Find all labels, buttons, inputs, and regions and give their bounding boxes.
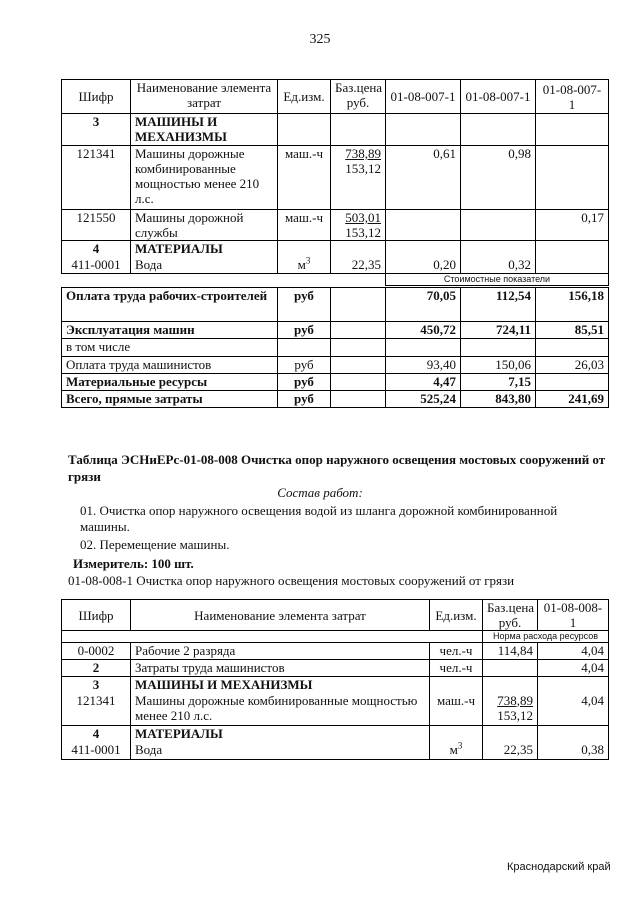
header-unit: Ед.изм. xyxy=(430,600,483,631)
row-value-3: 0,17 xyxy=(536,210,609,241)
row-code: 411-0001 xyxy=(62,742,131,760)
cost-row-value-1: 450,72 xyxy=(386,322,461,339)
cost-row-unit: руб xyxy=(278,322,331,339)
row-name: Вода xyxy=(131,742,430,760)
row-value-2: 0,98 xyxy=(461,146,536,210)
cost-row-name: Всего, прямые затраты xyxy=(62,391,278,408)
row-unit: маш.-ч xyxy=(278,146,331,210)
row-value-3 xyxy=(536,146,609,210)
cost-row-name: Эксплуатация машин xyxy=(62,322,278,339)
section-3-number: 3 xyxy=(62,114,131,146)
row-name: Машины дорожные комбинированные мощностью менее 210 л.с. xyxy=(131,146,278,210)
cost-row-value-3: 156,18 xyxy=(536,288,609,322)
norm-code-line: 01-08-008-1 Очистка опор наружного освещения мостовых сооружений от грязи xyxy=(68,573,515,588)
row-price: 738,89 153,12 xyxy=(331,146,386,210)
row-value-1: 4,04 xyxy=(538,660,609,677)
row-price: 22,35 xyxy=(483,742,538,760)
row-name: Вода xyxy=(131,257,278,274)
row-unit: $м^3$ xyxy=(430,742,483,760)
cost-row-value-3 xyxy=(536,374,609,391)
row-price: 738,89 153,12 xyxy=(483,693,538,726)
section-2-name: Затраты труда машинистов xyxy=(131,660,430,677)
section-3-title: МАШИНЫ И МЕХАНИЗМЫ xyxy=(131,677,430,693)
row-unit: маш.-ч xyxy=(278,210,331,241)
row-unit: $м^3$ xyxy=(278,257,331,274)
section-4-title: МАТЕРИАЛЫ xyxy=(131,241,278,257)
cost-row-value-2: 7,15 xyxy=(461,374,536,391)
cost-row-name: Материальные ресурсы xyxy=(62,374,278,391)
cost-row-unit: руб xyxy=(278,391,331,408)
work-composition-heading: Состав работ: xyxy=(277,485,363,500)
header-name: Наименование элемента затрат xyxy=(131,80,278,114)
header-price: Баз.цена руб. xyxy=(483,600,538,631)
row-code: 121341 xyxy=(62,693,131,726)
cost-row-unit: руб xyxy=(278,357,331,374)
section-3-title: МАШИНЫ И МЕХАНИЗМЫ xyxy=(131,114,278,146)
row-value-1: 4,04 xyxy=(538,693,609,726)
row-name: Рабочие 2 разряда xyxy=(131,643,430,660)
row-code: 0-0002 xyxy=(62,643,131,660)
work-item-2: 02. Перемещение машины. xyxy=(80,537,230,552)
cost-row-value-2: 724,11 xyxy=(461,322,536,339)
cost-row-value-1: 93,40 xyxy=(386,357,461,374)
header-col2: 01-08-007-1 xyxy=(461,80,536,114)
cost-row-value-1: 525,24 xyxy=(386,391,461,408)
row-price: 22,35 xyxy=(331,257,386,274)
section-4-number: 4 xyxy=(62,241,131,257)
cost-row-unit: руб xyxy=(278,374,331,391)
cost-row-value-3: 85,51 xyxy=(536,322,609,339)
section-3-number: 3 xyxy=(62,677,131,693)
row-unit: маш.-ч xyxy=(430,693,483,726)
section-2-number: 2 xyxy=(62,660,131,677)
header-col1: 01-08-008-1 xyxy=(538,600,609,631)
table-1 xyxy=(61,79,609,286)
row-unit: чел.-ч xyxy=(430,660,483,677)
header-name: Наименование элемента затрат xyxy=(131,600,430,631)
cost-row-name: Оплата труда рабочих-строителей xyxy=(62,288,278,322)
row-unit: чел.-ч xyxy=(430,643,483,660)
section-4-number: 4 xyxy=(62,726,131,742)
header-shifr: Шифр xyxy=(62,600,131,631)
row-price: 503,01 153,12 xyxy=(331,210,386,241)
cost-row-value-2: 112,54 xyxy=(461,288,536,322)
page-number: 325 xyxy=(309,32,331,47)
row-name: Машины дорожной службы xyxy=(131,210,278,241)
cost-table xyxy=(61,287,609,408)
row-value-2 xyxy=(461,210,536,241)
header-unit: Ед.изм. xyxy=(278,80,331,114)
cost-row-value-2: 150,06 xyxy=(461,357,536,374)
cost-row-value-3: 241,69 xyxy=(536,391,609,408)
table-title: Таблица ЭСНиЕРс-01-08-008 Очистка опор наружного освещения мостовых сооружений от грязи xyxy=(68,452,606,484)
cost-row-name: Оплата труда машинистов xyxy=(62,357,278,374)
work-item-1: 01. Очистка опор наружного освещения водой из шланга дорожной комбинированной машины. xyxy=(80,503,558,534)
row-value-3 xyxy=(536,257,609,274)
cost-row-name: в том числе xyxy=(62,339,278,357)
cost-row-value-1: 70,05 xyxy=(386,288,461,322)
row-value-1: 0,61 xyxy=(386,146,461,210)
row-code: 411-0001 xyxy=(62,257,131,274)
cost-row-unit: руб xyxy=(278,288,331,322)
header-col3: 01-08-007-1 xyxy=(536,80,609,114)
row-value-1 xyxy=(386,210,461,241)
cost-header: Стоимостные показатели xyxy=(386,274,609,286)
measure-unit: Измеритель: 100 шт. xyxy=(73,556,194,571)
row-value-1: 4,04 xyxy=(538,643,609,660)
row-value-2: 0,32 xyxy=(461,257,536,274)
footer-region: Краснодарский край xyxy=(507,861,611,873)
cost-row-value-3: 26,03 xyxy=(536,357,609,374)
section-4-title: МАТЕРИАЛЫ xyxy=(131,726,430,742)
header-price: Баз.цена руб. xyxy=(331,80,386,114)
row-code: 121550 xyxy=(62,210,131,241)
row-price: 114,84 xyxy=(483,643,538,660)
row-name: Машины дорожные комбинированные мощностью менее 210 л.с. xyxy=(131,693,430,726)
row-value-1: 0,38 xyxy=(538,742,609,760)
cost-row-value-2: 843,80 xyxy=(461,391,536,408)
header-shifr: Шифр xyxy=(62,80,131,114)
row-code: 121341 xyxy=(62,146,131,210)
row-value-1: 0,20 xyxy=(386,257,461,274)
table-2 xyxy=(61,599,609,760)
cost-row-value-1: 4,47 xyxy=(386,374,461,391)
norm-header: Норма расхода ресурсов xyxy=(483,631,609,643)
header-col1: 01-08-007-1 xyxy=(386,80,461,114)
